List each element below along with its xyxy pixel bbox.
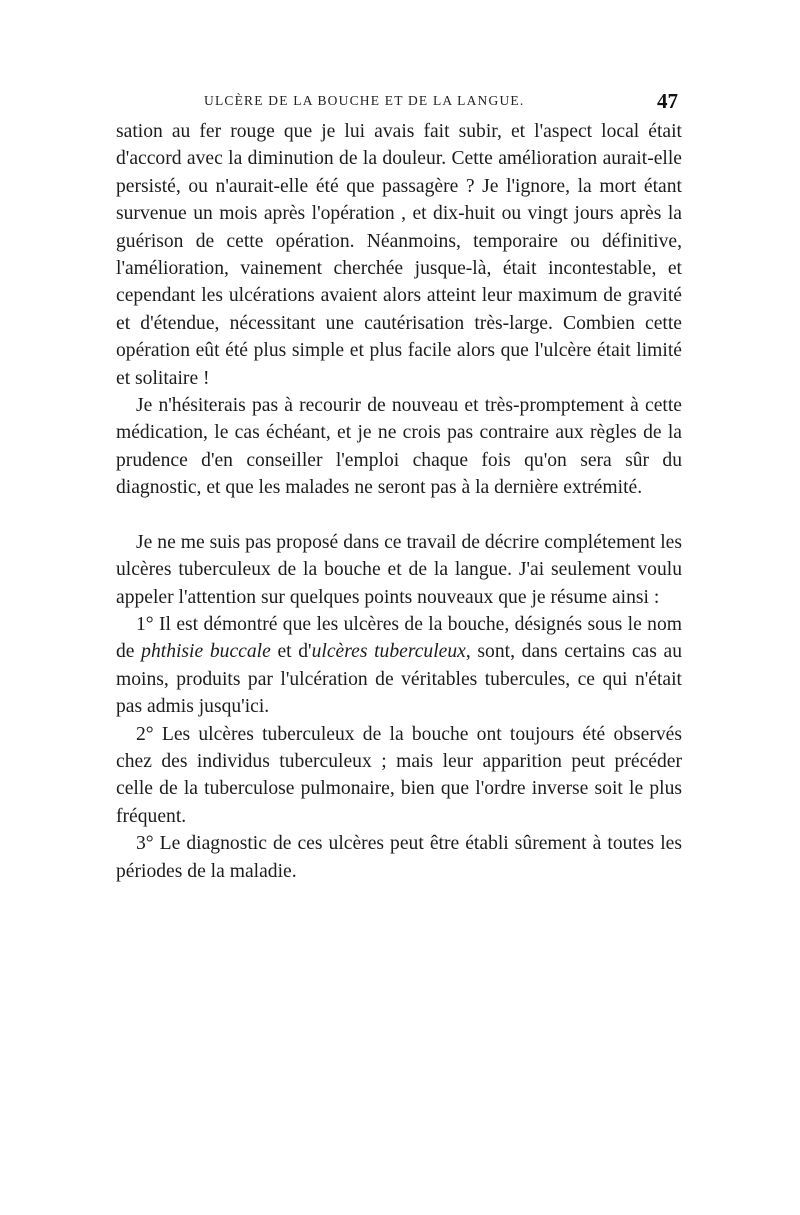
- running-title: ULCÈRE DE LA BOUCHE ET DE LA LANGUE.: [204, 93, 525, 108]
- paragraph-point-1: [116, 611, 682, 721]
- point-1-lead: 1° Il est démontré que les ulcères de la bouche, désignés sous le nom de: [116, 613, 682, 663]
- paragraph-point-3: 3° Le diagnostic de ces ulcères peut être établi sûrement à toutes les périodes de la maladie.: [116, 833, 682, 882]
- term-ulceres-tuberculeux: ulcères tuberculeux: [311, 641, 466, 663]
- paragraph-medication: Je n'hésiterais pas à recourir de nouveau et très-promptement à cette médication, le cas échéant, et je ne crois pas contraire aux règles de la prudence d'en conseiller l'emploi chaque fois qu'on sera sûr du diagnostic, et que les malades ne seront pas à la dernière extrémité.: [116, 395, 682, 499]
- body-text: [116, 118, 682, 885]
- paragraph-continuation: sation au fer rouge que je lui avais fait subir, et l'aspect local était d'accord avec la diminution de la douleur. Cette amélioration aurait-elle persisté, ou n'aurait-elle été que passagère ? Je l'ignore, la mort étant survenue un mois après l'opération , et dix-huit ou vingt jours après la guérison de cette opération. Néanmoins, temporaire ou définitive, l'amélioration, vainement cherchée jusque-là, était incontestable, et cependant les ulcérations avaient alors atteint leur maximum de gravité et d'étendue, nécessitant une cautérisation très-large. Combien cette opération eût été plus simple et plus facile alors que l'ulcère était limité et solitaire !: [116, 121, 682, 389]
- section-gap: [116, 502, 682, 529]
- point-1-tail: , sont, dans certains cas au moins, produits par l'ulcération de véritables tubercules, ce qui n'était pas admis jusqu'ici.: [116, 641, 682, 718]
- term-phthisie-buccale: phthisie buccale: [141, 641, 271, 663]
- point-1-mid: et d': [270, 641, 312, 663]
- paragraph-point-2: 2° Les ulcères tuberculeux de la bouche ont toujours été observés chez des individus tuberculeux ; mais leur apparition peut précéder celle de la tuberculose pulmonaire, bien que l'ordre inverse soit le plus fréquent.: [116, 723, 682, 827]
- running-head: [112, 89, 682, 115]
- paragraph-summary-intro: Je ne me suis pas proposé dans ce travail de décrire complétement les ulcères tuberculeux de la bouche et de la langue. J'ai seulement voulu appeler l'attention sur quelques points nouveaux que je résume ainsi :: [116, 531, 682, 608]
- page-number: 47: [657, 89, 678, 113]
